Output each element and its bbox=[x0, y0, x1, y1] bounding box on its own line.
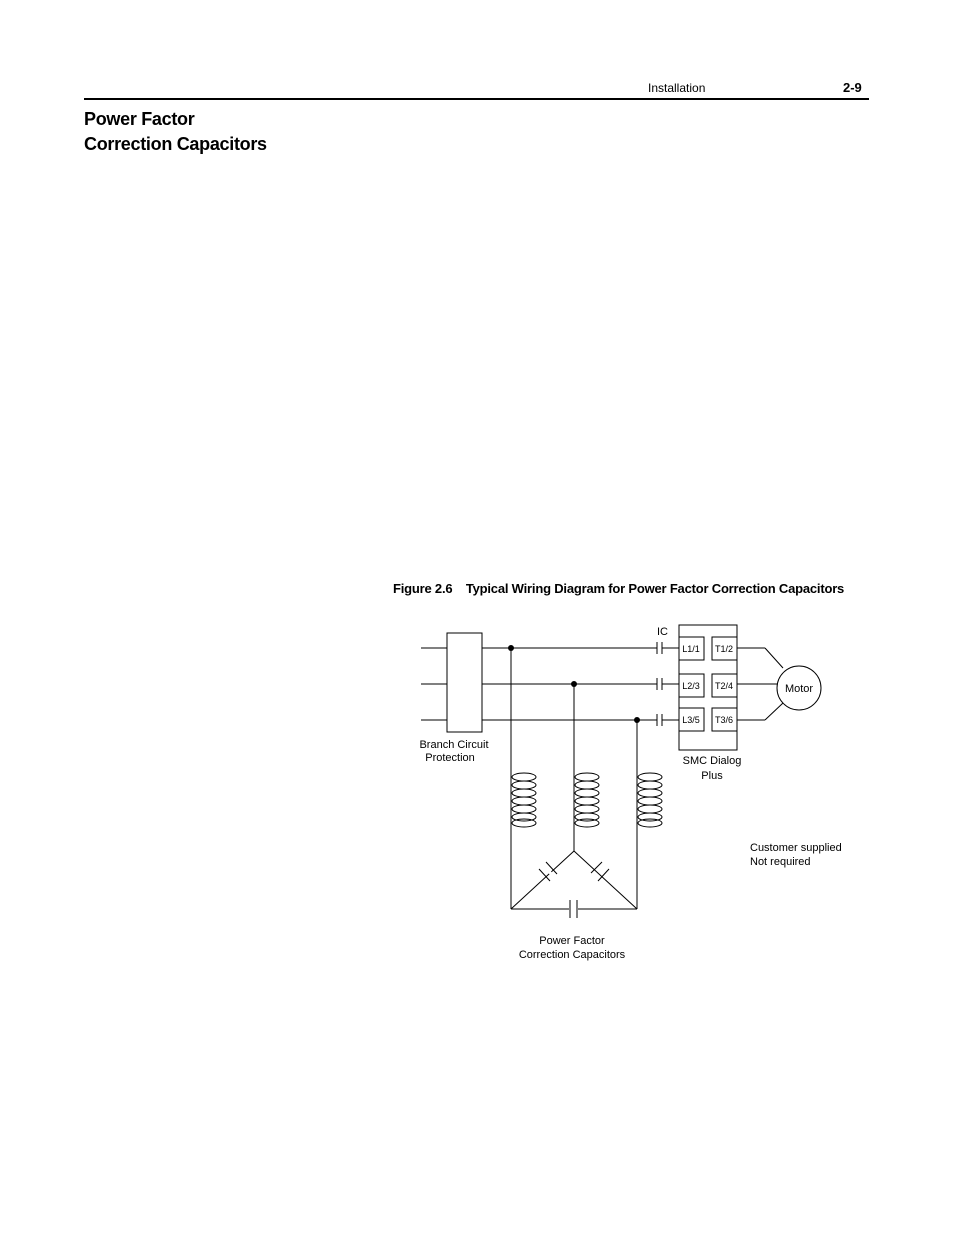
terminal-t1-label: T1/2 bbox=[714, 644, 734, 654]
ic-contact-2 bbox=[657, 678, 662, 690]
running-header-section: Installation bbox=[648, 81, 706, 95]
ic-contact-3 bbox=[657, 714, 662, 726]
terminal-l3-label: L3/5 bbox=[682, 715, 700, 725]
capacitor-right bbox=[591, 862, 609, 881]
ic-label: IC bbox=[657, 626, 668, 638]
terminal-t3-label: T3/6 bbox=[714, 715, 734, 725]
junction-dot-2 bbox=[571, 681, 577, 687]
motor-label: Motor bbox=[784, 683, 814, 695]
terminal-l1-label: L1/1 bbox=[682, 644, 700, 654]
reactor-coil-2 bbox=[575, 773, 599, 827]
pfc-label-line1: Power Factor bbox=[539, 935, 605, 947]
branch-circuit-protection-box bbox=[447, 633, 482, 732]
smc-label-line2: Plus bbox=[701, 770, 723, 782]
terminal-l2-label: L2/3 bbox=[682, 681, 700, 691]
customer-label-line2: Not required bbox=[750, 856, 811, 868]
capacitor-left bbox=[539, 862, 557, 881]
ic-contact-1 bbox=[657, 642, 662, 654]
reactor-coil-3 bbox=[638, 773, 662, 827]
terminal-t2-label: T2/4 bbox=[714, 681, 734, 691]
junction-dot-3 bbox=[634, 717, 640, 723]
junction-dot-1 bbox=[508, 645, 514, 651]
figure-caption-text: Typical Wiring Diagram for Power Factor Correction Capacitors bbox=[465, 581, 845, 596]
customer-label-line1: Customer supplied bbox=[750, 842, 842, 854]
section-title-line2: Correction Capacitors bbox=[84, 134, 267, 154]
reactor-coil-1 bbox=[512, 773, 536, 827]
pfc-label-line2: Correction Capacitors bbox=[518, 949, 626, 961]
branch-label-line1: Branch Circuit bbox=[419, 739, 489, 751]
branch-label-line2: Protection bbox=[425, 752, 475, 764]
page-number: 2-9 bbox=[843, 80, 862, 95]
section-title-line1: Power Factor bbox=[84, 109, 195, 129]
smc-label-line1: SMC Dialog bbox=[682, 755, 742, 767]
figure-number: Figure 2.6 bbox=[393, 581, 453, 596]
capacitor-bottom bbox=[569, 900, 578, 918]
